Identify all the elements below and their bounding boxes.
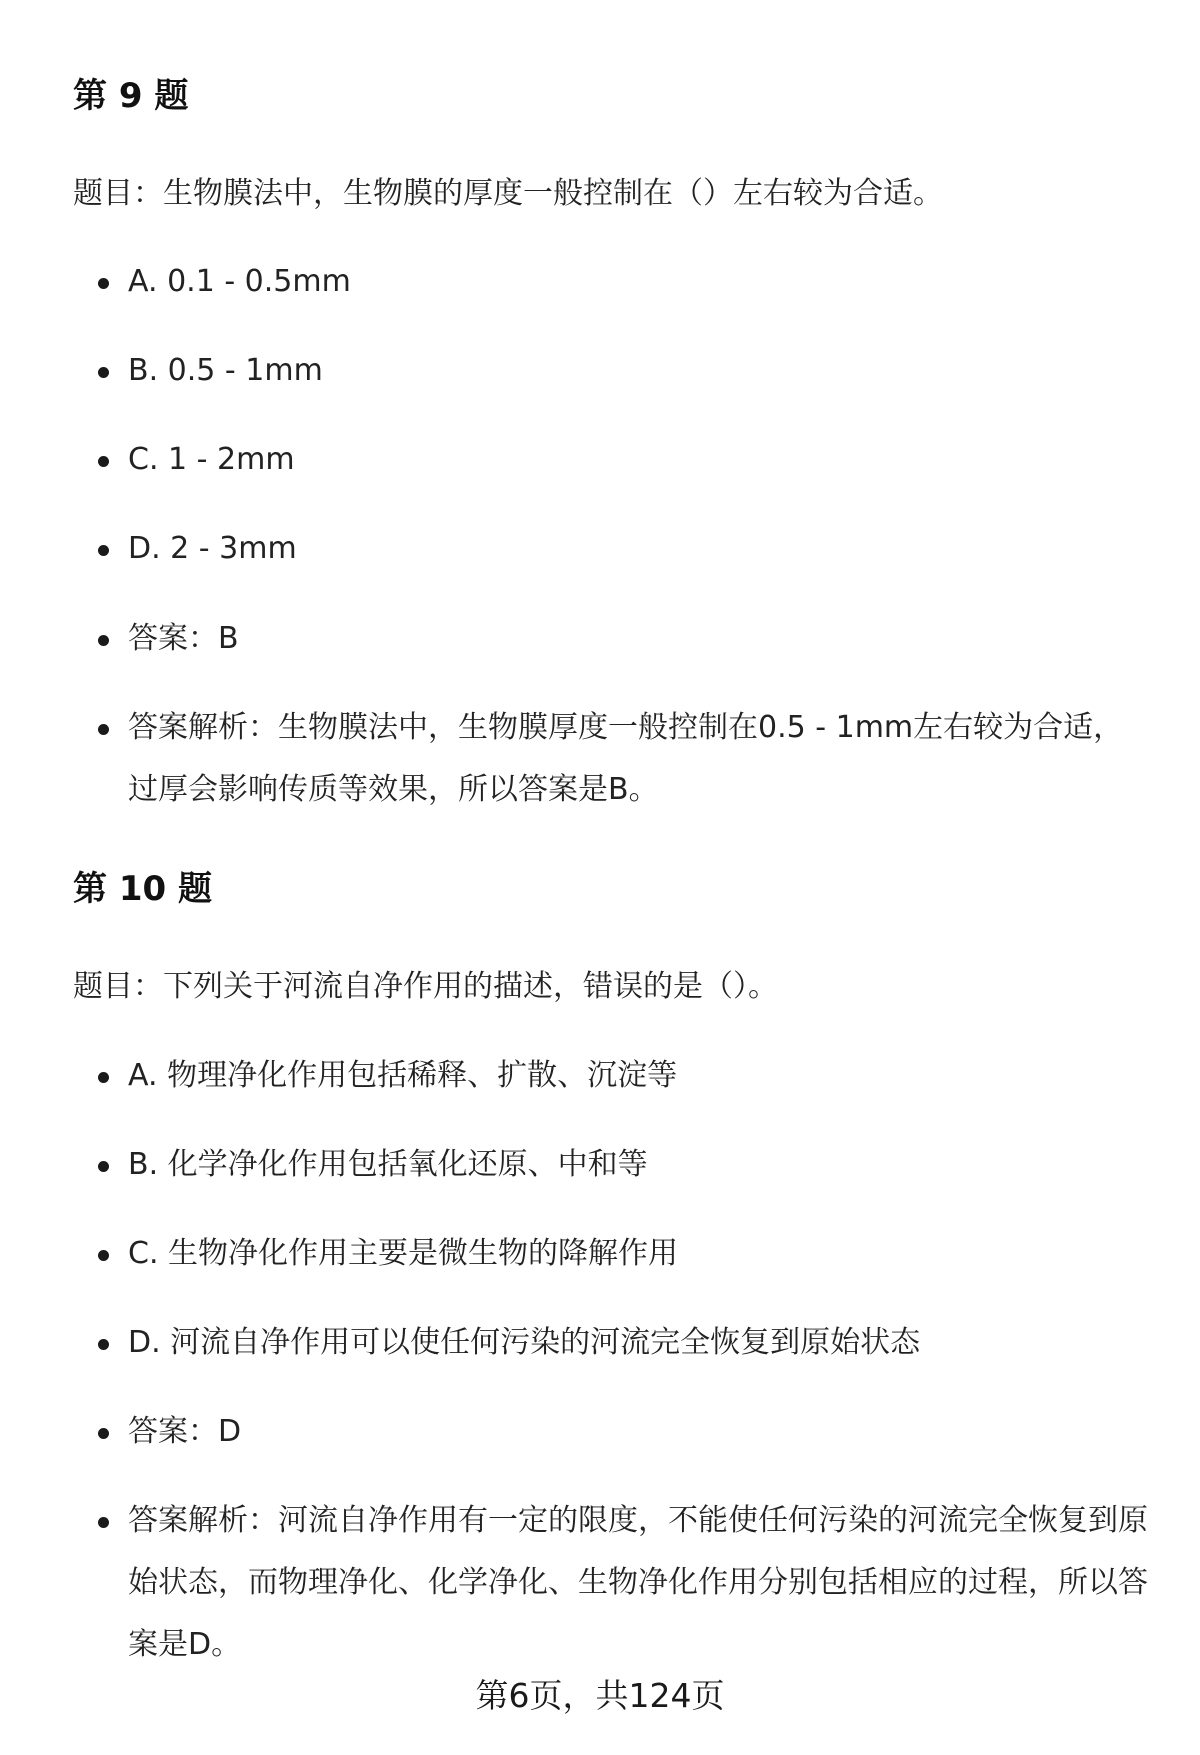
answer-text: 答案：B xyxy=(128,621,239,656)
bullet-icon xyxy=(98,545,109,556)
page-number: 第6页，共124页 xyxy=(475,1676,725,1715)
option-text: A. 物理净化作用包括稀释、扩散、沉淀等 xyxy=(128,1058,678,1093)
option-text: B. 0.5 - 1mm xyxy=(128,353,323,388)
bullet-icon xyxy=(98,1339,109,1350)
option-text: A. 0.1 - 0.5mm xyxy=(128,264,351,299)
question-9-stem: 题目：生物膜法中，生物膜的厚度一般控制在（）左右较为合适。 xyxy=(73,176,943,211)
question-10-heading: 第 10 题 xyxy=(73,869,212,909)
answer-text: 答案：D xyxy=(128,1414,242,1449)
option-text: D. 2 - 3mm xyxy=(128,531,297,566)
option-text: C. 生物净化作用主要是微生物的降解作用 xyxy=(128,1236,679,1271)
explanation-text: 答案解析：生物膜法中，生物膜厚度一般控制在0.5 - 1mm左右较为合适，过厚会影响传质等效果，所以答案是B。 xyxy=(128,710,1124,807)
bullet-icon xyxy=(98,1250,109,1261)
explanation-text: 答案解析：河流自净作用有一定的限度，不能使任何污染的河流完全恢复到原始状态，而物理净化、化学净化、生物净化作用分别包括相应的过程，所以答案是D。 xyxy=(128,1503,1148,1662)
bullet-icon xyxy=(98,456,109,467)
bullet-icon xyxy=(98,724,109,735)
question-9-heading: 第 9 题 xyxy=(73,76,189,116)
option-text: B. 化学净化作用包括氧化还原、中和等 xyxy=(128,1147,648,1182)
option-text: D. 河流自净作用可以使任何污染的河流完全恢复到原始状态 xyxy=(128,1325,921,1360)
bullet-icon xyxy=(98,278,109,289)
bullet-icon xyxy=(98,1072,109,1083)
bullet-icon xyxy=(98,635,109,646)
bullet-icon xyxy=(98,1161,109,1172)
bullet-icon xyxy=(98,367,109,378)
option-text: C. 1 - 2mm xyxy=(128,442,295,477)
bullet-icon xyxy=(98,1428,109,1439)
bullet-icon xyxy=(98,1517,109,1528)
question-10-stem: 题目：下列关于河流自净作用的描述，错误的是（）。 xyxy=(73,969,778,1004)
